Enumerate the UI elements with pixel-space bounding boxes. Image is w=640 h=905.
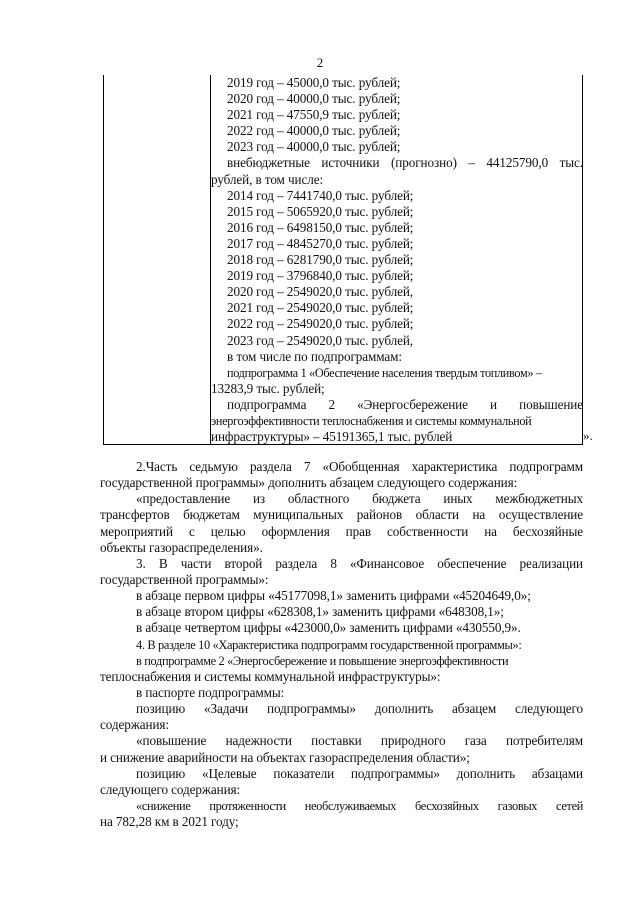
paragraph-line: объекты газораспределения». bbox=[100, 539, 263, 555]
table-text-line: 2019 год – 3796840,0 тыс. рублей; bbox=[227, 268, 414, 284]
table-text-line: 2015 год – 5065920,0 тыс. рублей; bbox=[227, 203, 414, 219]
paragraph-line: в абзаце первом цифры «45177098,1» заменить цифрами «45204649,0»; bbox=[136, 588, 531, 604]
financing-cell bbox=[211, 75, 583, 445]
paragraph-line: в абзаце втором цифры «628308,1» заменить цифрами «648308,1»; bbox=[136, 604, 504, 620]
paragraph-line: в подпрограмме 2 «Энергосбережение и повышение энергоэффективности bbox=[136, 653, 509, 668]
paragraph-line: «повышение надежности поставки природного газа потребителям bbox=[136, 733, 583, 749]
paragraph-line: 3. В части второй раздела 8 «Финансовое обеспечение реализации bbox=[136, 555, 583, 571]
table-text-line: 2022 год – 2549020,0 тыс. рублей; bbox=[227, 316, 414, 332]
paragraph-line: 4. В разделе 10 «Характеристика подпрограмм государственной программы»: bbox=[136, 637, 522, 652]
table-text-line: 13283,9 тыс. рублей; bbox=[211, 380, 325, 396]
paragraph-line: трансфертов бюджетам муниципальных районов области на осуществление bbox=[100, 507, 583, 523]
paragraph-line: на 782,28 км в 2021 году; bbox=[100, 814, 239, 830]
table-text-line: 2022 год – 40000,0 тыс. рублей; bbox=[227, 123, 401, 139]
page-number: 2 bbox=[316, 55, 324, 70]
paragraph-line: государственной программы»: bbox=[100, 571, 269, 587]
table-text-line: 2021 год – 2549020,0 тыс. рублей; bbox=[227, 300, 414, 316]
paragraph-line: «снижение протяженности необслуживаемых бесхозяйных газовых сетей bbox=[136, 798, 583, 813]
paragraph-line: теплоснабжения и системы коммунальной инфраструктуры»: bbox=[100, 668, 441, 684]
paragraph-line: позицию «Целевые показатели подпрограммы» дополнить абзацами bbox=[136, 765, 583, 781]
paragraph-line: государственной программы» дополнить абзацем следующего содержания: bbox=[100, 475, 518, 491]
table-text-line: 2019 год – 45000,0 тыс. рублей; bbox=[227, 75, 401, 90]
table-text-line: 2018 год – 6281790,0 тыс. рублей; bbox=[227, 252, 414, 268]
table-text-line: рублей, в том числе: bbox=[211, 171, 324, 187]
paragraph-line: мероприятий с целью оформления прав собственности на бесхозяйные bbox=[100, 523, 583, 539]
table-text-line: 2014 год – 7441740,0 тыс. рублей; bbox=[227, 187, 414, 203]
table-text-line: 2016 год – 6498150,0 тыс. рублей; bbox=[227, 219, 414, 235]
amendment-text bbox=[100, 459, 583, 830]
paragraph-line: в абзаце четвертом цифры «423000,0» заменить цифрами «430550,9». bbox=[136, 620, 521, 636]
table-closing-quote: ». bbox=[583, 428, 593, 443]
paragraph-line: в паспорте подпрограммы: bbox=[136, 684, 285, 700]
table-text-line: 2021 год – 47550,9 тыс. рублей; bbox=[227, 107, 401, 123]
table-text-line: подпрограмма 2 «Энергосбережение и повышение bbox=[227, 396, 583, 412]
table-text-line: 2017 год – 4845270,0 тыс. рублей; bbox=[227, 235, 414, 251]
table-text-line: внебюджетные источники (прогнозно) – 44125790,0 тыс. bbox=[227, 155, 583, 171]
paragraph-line: 2.Часть седьмую раздела 7 «Обобщенная характеристика подпрограмм bbox=[136, 459, 583, 474]
passport-table bbox=[103, 75, 583, 445]
paragraph-line: и снижение аварийности на объектах газораспределения области»; bbox=[100, 749, 470, 765]
paragraph-line: следующего содержания: bbox=[100, 781, 241, 797]
table-text-line: 2023 год – 40000,0 тыс. рублей; bbox=[227, 139, 401, 155]
paragraph-line: «предоставление из областного бюджета иных межбюджетных bbox=[136, 491, 583, 507]
table-text-line: энергоэффективности теплоснабжения и системы коммунальной bbox=[211, 413, 532, 428]
table-text-line: в том числе по подпрограммам: bbox=[227, 348, 402, 364]
table-text-line: 2023 год – 2549020,0 тыс. рублей, bbox=[227, 332, 413, 348]
paragraph-line: содержания: bbox=[100, 717, 169, 733]
paragraph-line: позицию «Задачи подпрограммы» дополнить абзацем следующего bbox=[136, 701, 583, 717]
table-text-line: 2020 год – 40000,0 тыс. рублей; bbox=[227, 91, 401, 107]
table-text-line: 2020 год – 2549020,0 тыс. рублей, bbox=[227, 284, 413, 300]
table-text-line: подпрограмма 1 «Обеспечение населения твердым топливом» – bbox=[227, 365, 542, 380]
table-text-line: инфраструктуры» – 45191365,1 тыс. рублей bbox=[211, 429, 453, 445]
